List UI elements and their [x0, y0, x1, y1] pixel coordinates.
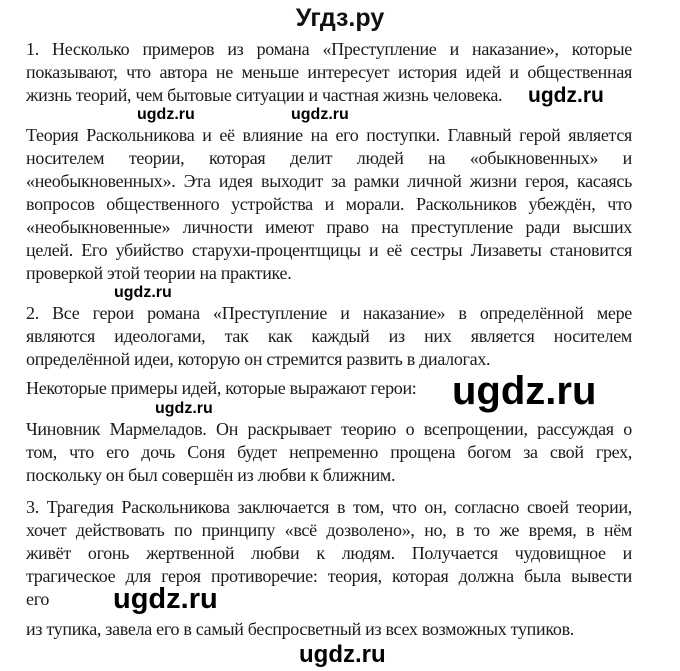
text-line: показывают, что автора не меньше интересует история идей и общественная	[26, 62, 632, 82]
watermark: ugdz.ru	[299, 641, 386, 668]
text-line: проверкой этой теории на практике.	[26, 263, 292, 283]
text-line: целей. Его убийство старухи-процентщицы и её сестры Лизаветы становится	[26, 240, 632, 260]
text-line: хочет действовать по принципу «всё дозволено», но, в то же время, в нём	[26, 520, 632, 540]
watermark: ugdz.ru	[291, 106, 349, 123]
text-line: «необыкновенные» личности имеют право на преступление ради высших	[26, 217, 632, 237]
text-line: вопросов общественного устройства и морали. Раскольников убеждён, что	[26, 194, 632, 214]
watermark: ugdz.ru	[113, 583, 218, 615]
watermark: ugdz.ru	[137, 106, 195, 123]
text-line: том, что его дочь Соня будет непременно прощена богом за свой грех,	[26, 442, 632, 462]
site-title: Угдз.ру	[295, 4, 385, 32]
text-line: живёт огонь жертвенной любви к людям. Получается чудовищное и	[26, 543, 632, 563]
watermark: ugdz.ru	[528, 84, 604, 107]
watermark: ugdz.ru	[452, 369, 597, 413]
watermark: ugdz.ru	[114, 284, 172, 301]
text-line: жизнь теорий, чем бытовые ситуации и частная жизнь человека.	[26, 85, 503, 105]
text-line: Чиновник Мармеладов. Он раскрывает теорию о всепрощении, рассуждая о	[26, 419, 632, 439]
text-line: определённой идеи, которую он стремится развить в диалогах.	[26, 349, 491, 369]
text-line: 3. Трагедия Раскольникова заключается в том, что он, согласно своей теории,	[26, 497, 632, 517]
text-line: являются идеологами, так как каждый из них является носителем	[26, 326, 632, 346]
text-line: «необыкновенных». Эта идея выходит за рамки личной жизни героя, касаясь	[26, 171, 632, 191]
text-line: трагическое для героя противоречие: теория, которая должна была вывести	[26, 566, 632, 586]
text-line: Теория Раскольникова и её влияние на его поступки. Главный герой является	[26, 125, 632, 145]
text-line: носителем теории, которая делит людей на «обыкновенных» и	[26, 148, 632, 168]
text-line: его	[26, 589, 50, 609]
text-line: поскольку он был совершён из любви к ближним.	[26, 465, 396, 485]
text-line: 2. Все герои романа «Преступление и наказание» в определённой мере	[26, 303, 632, 323]
text-line: из тупика, завела его в самый беспросветный из всех возможных тупиков.	[26, 619, 574, 639]
text-line: Некоторые примеры идей, которые выражают герои:	[26, 378, 417, 398]
watermark: ugdz.ru	[155, 400, 213, 417]
text-line: 1. Несколько примеров из романа «Преступление и наказание», которые	[26, 39, 632, 59]
